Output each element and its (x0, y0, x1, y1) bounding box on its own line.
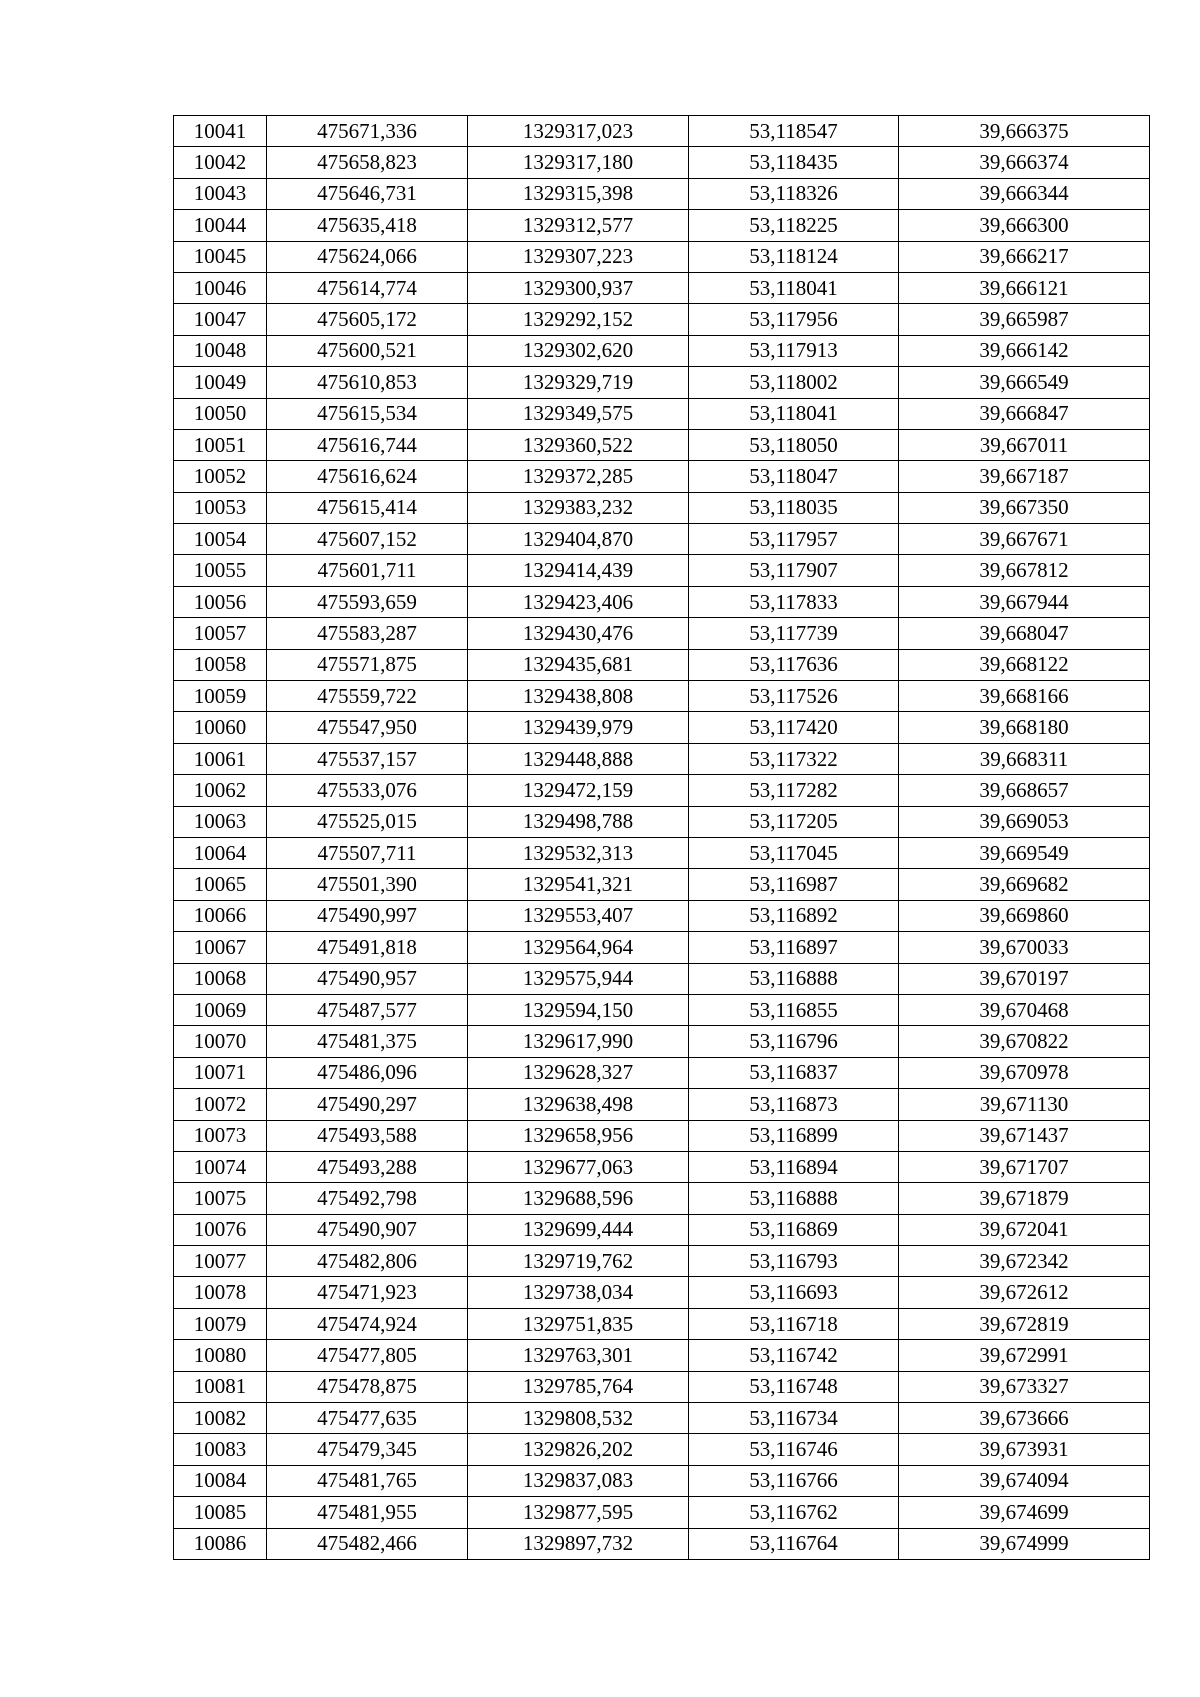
latitude-cell: 53,117282 (689, 775, 899, 806)
latitude-cell: 53,116897 (689, 932, 899, 963)
y-coordinate-cell: 1329439,979 (468, 712, 689, 743)
x-coordinate-cell: 475600,521 (267, 335, 468, 366)
point-number-cell: 10078 (174, 1277, 267, 1308)
x-coordinate-cell: 475482,806 (267, 1246, 468, 1277)
table-row (174, 586, 1150, 617)
longitude-cell: 39,667187 (899, 461, 1150, 492)
table-row (174, 900, 1150, 931)
latitude-cell: 53,116888 (689, 963, 899, 994)
longitude-cell: 39,668166 (899, 681, 1150, 712)
x-coordinate-cell: 475671,336 (267, 116, 468, 147)
table-row (174, 932, 1150, 963)
y-coordinate-cell: 1329719,762 (468, 1246, 689, 1277)
latitude-cell: 53,117907 (689, 555, 899, 586)
point-number-cell: 10084 (174, 1465, 267, 1496)
point-number-cell: 10077 (174, 1246, 267, 1277)
latitude-cell: 53,118326 (689, 178, 899, 209)
latitude-cell: 53,116869 (689, 1214, 899, 1245)
point-number-cell: 10055 (174, 555, 267, 586)
y-coordinate-cell: 1329826,202 (468, 1434, 689, 1465)
point-number-cell: 10051 (174, 429, 267, 460)
latitude-cell: 53,118547 (689, 116, 899, 147)
table-row (174, 304, 1150, 335)
point-number-cell: 10065 (174, 869, 267, 900)
latitude-cell: 53,116796 (689, 1026, 899, 1057)
latitude-cell: 53,117833 (689, 586, 899, 617)
point-number-cell: 10068 (174, 963, 267, 994)
point-number-cell: 10061 (174, 743, 267, 774)
latitude-cell: 53,117957 (689, 524, 899, 555)
y-coordinate-cell: 1329423,406 (468, 586, 689, 617)
latitude-cell: 53,116793 (689, 1246, 899, 1277)
x-coordinate-cell: 475537,157 (267, 743, 468, 774)
longitude-cell: 39,672991 (899, 1340, 1150, 1371)
x-coordinate-cell: 475615,414 (267, 492, 468, 523)
latitude-cell: 53,116888 (689, 1183, 899, 1214)
point-number-cell: 10066 (174, 900, 267, 931)
point-number-cell: 10050 (174, 398, 267, 429)
longitude-cell: 39,669549 (899, 837, 1150, 868)
x-coordinate-cell: 475486,096 (267, 1057, 468, 1088)
point-number-cell: 10067 (174, 932, 267, 963)
y-coordinate-cell: 1329317,180 (468, 147, 689, 178)
y-coordinate-cell: 1329349,575 (468, 398, 689, 429)
table-row (174, 994, 1150, 1025)
x-coordinate-cell: 475658,823 (267, 147, 468, 178)
table-row (174, 743, 1150, 774)
table-row (174, 335, 1150, 366)
x-coordinate-cell: 475616,624 (267, 461, 468, 492)
x-coordinate-cell: 475478,875 (267, 1371, 468, 1402)
x-coordinate-cell: 475635,418 (267, 210, 468, 241)
latitude-cell: 53,116855 (689, 994, 899, 1025)
x-coordinate-cell: 475601,711 (267, 555, 468, 586)
y-coordinate-cell: 1329404,870 (468, 524, 689, 555)
y-coordinate-cell: 1329300,937 (468, 272, 689, 303)
x-coordinate-cell: 475487,577 (267, 994, 468, 1025)
longitude-cell: 39,667671 (899, 524, 1150, 555)
latitude-cell: 53,116746 (689, 1434, 899, 1465)
latitude-cell: 53,116764 (689, 1528, 899, 1559)
longitude-cell: 39,674999 (899, 1528, 1150, 1559)
x-coordinate-cell: 475533,076 (267, 775, 468, 806)
y-coordinate-cell: 1329564,964 (468, 932, 689, 963)
point-number-cell: 10079 (174, 1308, 267, 1339)
y-coordinate-cell: 1329312,577 (468, 210, 689, 241)
table-row (174, 806, 1150, 837)
longitude-cell: 39,672342 (899, 1246, 1150, 1277)
latitude-cell: 53,116742 (689, 1340, 899, 1371)
point-number-cell: 10069 (174, 994, 267, 1025)
table-row (174, 272, 1150, 303)
point-number-cell: 10062 (174, 775, 267, 806)
table-row (174, 1434, 1150, 1465)
point-number-cell: 10057 (174, 618, 267, 649)
point-number-cell: 10042 (174, 147, 267, 178)
point-number-cell: 10072 (174, 1089, 267, 1120)
y-coordinate-cell: 1329699,444 (468, 1214, 689, 1245)
longitude-cell: 39,672819 (899, 1308, 1150, 1339)
point-number-cell: 10063 (174, 806, 267, 837)
latitude-cell: 53,118047 (689, 461, 899, 492)
table-row (174, 210, 1150, 241)
y-coordinate-cell: 1329628,327 (468, 1057, 689, 1088)
latitude-cell: 53,118041 (689, 272, 899, 303)
y-coordinate-cell: 1329329,719 (468, 367, 689, 398)
table-body (174, 116, 1150, 1560)
longitude-cell: 39,669053 (899, 806, 1150, 837)
x-coordinate-cell: 475646,731 (267, 178, 468, 209)
y-coordinate-cell: 1329541,321 (468, 869, 689, 900)
table-row (174, 1371, 1150, 1402)
longitude-cell: 39,671130 (899, 1089, 1150, 1120)
y-coordinate-cell: 1329372,285 (468, 461, 689, 492)
x-coordinate-cell: 475479,345 (267, 1434, 468, 1465)
x-coordinate-cell: 475492,798 (267, 1183, 468, 1214)
point-number-cell: 10070 (174, 1026, 267, 1057)
point-number-cell: 10048 (174, 335, 267, 366)
table-row (174, 147, 1150, 178)
y-coordinate-cell: 1329498,788 (468, 806, 689, 837)
table-row (174, 649, 1150, 680)
x-coordinate-cell: 475490,907 (267, 1214, 468, 1245)
y-coordinate-cell: 1329438,808 (468, 681, 689, 712)
point-number-cell: 10052 (174, 461, 267, 492)
y-coordinate-cell: 1329435,681 (468, 649, 689, 680)
longitude-cell: 39,668311 (899, 743, 1150, 774)
table-row (174, 1246, 1150, 1277)
longitude-cell: 39,666142 (899, 335, 1150, 366)
latitude-cell: 53,116734 (689, 1403, 899, 1434)
coordinates-table (173, 115, 1150, 1560)
x-coordinate-cell: 475607,152 (267, 524, 468, 555)
x-coordinate-cell: 475477,635 (267, 1403, 468, 1434)
point-number-cell: 10073 (174, 1120, 267, 1151)
x-coordinate-cell: 475471,923 (267, 1277, 468, 1308)
longitude-cell: 39,666217 (899, 241, 1150, 272)
y-coordinate-cell: 1329414,439 (468, 555, 689, 586)
table-row (174, 1183, 1150, 1214)
table-row (174, 837, 1150, 868)
latitude-cell: 53,117322 (689, 743, 899, 774)
x-coordinate-cell: 475559,722 (267, 681, 468, 712)
x-coordinate-cell: 475624,066 (267, 241, 468, 272)
point-number-cell: 10049 (174, 367, 267, 398)
table-row (174, 1277, 1150, 1308)
table-row (174, 398, 1150, 429)
table-row (174, 461, 1150, 492)
table-row (174, 367, 1150, 398)
table-row (174, 1089, 1150, 1120)
point-number-cell: 10047 (174, 304, 267, 335)
table-row (174, 1308, 1150, 1339)
y-coordinate-cell: 1329532,313 (468, 837, 689, 868)
x-coordinate-cell: 475610,853 (267, 367, 468, 398)
x-coordinate-cell: 475507,711 (267, 837, 468, 868)
longitude-cell: 39,672612 (899, 1277, 1150, 1308)
table-row (174, 492, 1150, 523)
x-coordinate-cell: 475481,375 (267, 1026, 468, 1057)
y-coordinate-cell: 1329688,596 (468, 1183, 689, 1214)
x-coordinate-cell: 475605,172 (267, 304, 468, 335)
longitude-cell: 39,670033 (899, 932, 1150, 963)
y-coordinate-cell: 1329763,301 (468, 1340, 689, 1371)
x-coordinate-cell: 475583,287 (267, 618, 468, 649)
y-coordinate-cell: 1329785,764 (468, 1371, 689, 1402)
y-coordinate-cell: 1329430,476 (468, 618, 689, 649)
table-row (174, 1340, 1150, 1371)
table-row (174, 116, 1150, 147)
table-row (174, 1465, 1150, 1496)
y-coordinate-cell: 1329808,532 (468, 1403, 689, 1434)
x-coordinate-cell: 475493,288 (267, 1151, 468, 1182)
y-coordinate-cell: 1329360,522 (468, 429, 689, 460)
x-coordinate-cell: 475571,875 (267, 649, 468, 680)
y-coordinate-cell: 1329738,034 (468, 1277, 689, 1308)
latitude-cell: 53,117636 (689, 649, 899, 680)
point-number-cell: 10086 (174, 1528, 267, 1559)
latitude-cell: 53,117526 (689, 681, 899, 712)
latitude-cell: 53,118225 (689, 210, 899, 241)
y-coordinate-cell: 1329617,990 (468, 1026, 689, 1057)
longitude-cell: 39,673327 (899, 1371, 1150, 1402)
point-number-cell: 10046 (174, 272, 267, 303)
y-coordinate-cell: 1329837,083 (468, 1465, 689, 1496)
table-row (174, 555, 1150, 586)
longitude-cell: 39,671437 (899, 1120, 1150, 1151)
x-coordinate-cell: 475615,534 (267, 398, 468, 429)
longitude-cell: 39,671879 (899, 1183, 1150, 1214)
point-number-cell: 10064 (174, 837, 267, 868)
point-number-cell: 10054 (174, 524, 267, 555)
latitude-cell: 53,118041 (689, 398, 899, 429)
y-coordinate-cell: 1329751,835 (468, 1308, 689, 1339)
y-coordinate-cell: 1329553,407 (468, 900, 689, 931)
x-coordinate-cell: 475501,390 (267, 869, 468, 900)
longitude-cell: 39,667350 (899, 492, 1150, 523)
latitude-cell: 53,116873 (689, 1089, 899, 1120)
point-number-cell: 10075 (174, 1183, 267, 1214)
longitude-cell: 39,668180 (899, 712, 1150, 743)
table-row (174, 429, 1150, 460)
x-coordinate-cell: 475482,466 (267, 1528, 468, 1559)
latitude-cell: 53,116693 (689, 1277, 899, 1308)
latitude-cell: 53,116894 (689, 1151, 899, 1182)
longitude-cell: 39,670978 (899, 1057, 1150, 1088)
y-coordinate-cell: 1329658,956 (468, 1120, 689, 1151)
table-row (174, 241, 1150, 272)
table-row (174, 869, 1150, 900)
table-row (174, 1057, 1150, 1088)
x-coordinate-cell: 475547,950 (267, 712, 468, 743)
longitude-cell: 39,670822 (899, 1026, 1150, 1057)
y-coordinate-cell: 1329897,732 (468, 1528, 689, 1559)
y-coordinate-cell: 1329292,152 (468, 304, 689, 335)
table-row (174, 1120, 1150, 1151)
longitude-cell: 39,674094 (899, 1465, 1150, 1496)
y-coordinate-cell: 1329302,620 (468, 335, 689, 366)
longitude-cell: 39,667011 (899, 429, 1150, 460)
x-coordinate-cell: 475481,955 (267, 1497, 468, 1528)
x-coordinate-cell: 475525,015 (267, 806, 468, 837)
point-number-cell: 10071 (174, 1057, 267, 1088)
table-row (174, 775, 1150, 806)
longitude-cell: 39,668657 (899, 775, 1150, 806)
x-coordinate-cell: 475593,659 (267, 586, 468, 617)
point-number-cell: 10058 (174, 649, 267, 680)
longitude-cell: 39,668047 (899, 618, 1150, 649)
table-row (174, 178, 1150, 209)
latitude-cell: 53,118002 (689, 367, 899, 398)
table-row (174, 1214, 1150, 1245)
table-row (174, 1151, 1150, 1182)
latitude-cell: 53,116762 (689, 1497, 899, 1528)
table-row (174, 712, 1150, 743)
longitude-cell: 39,667812 (899, 555, 1150, 586)
longitude-cell: 39,666300 (899, 210, 1150, 241)
point-number-cell: 10060 (174, 712, 267, 743)
longitude-cell: 39,666121 (899, 272, 1150, 303)
x-coordinate-cell: 475474,924 (267, 1308, 468, 1339)
longitude-cell: 39,668122 (899, 649, 1150, 680)
longitude-cell: 39,674699 (899, 1497, 1150, 1528)
longitude-cell: 39,670468 (899, 994, 1150, 1025)
latitude-cell: 53,116718 (689, 1308, 899, 1339)
longitude-cell: 39,666374 (899, 147, 1150, 178)
x-coordinate-cell: 475490,297 (267, 1089, 468, 1120)
latitude-cell: 53,117956 (689, 304, 899, 335)
y-coordinate-cell: 1329575,944 (468, 963, 689, 994)
longitude-cell: 39,671707 (899, 1151, 1150, 1182)
latitude-cell: 53,118435 (689, 147, 899, 178)
x-coordinate-cell: 475616,744 (267, 429, 468, 460)
table-row (174, 1403, 1150, 1434)
longitude-cell: 39,665987 (899, 304, 1150, 335)
x-coordinate-cell: 475493,588 (267, 1120, 468, 1151)
longitude-cell: 39,673931 (899, 1434, 1150, 1465)
latitude-cell: 53,116748 (689, 1371, 899, 1402)
x-coordinate-cell: 475491,818 (267, 932, 468, 963)
longitude-cell: 39,669682 (899, 869, 1150, 900)
longitude-cell: 39,672041 (899, 1214, 1150, 1245)
longitude-cell: 39,667944 (899, 586, 1150, 617)
latitude-cell: 53,116892 (689, 900, 899, 931)
latitude-cell: 53,117420 (689, 712, 899, 743)
y-coordinate-cell: 1329307,223 (468, 241, 689, 272)
table-row (174, 1026, 1150, 1057)
latitude-cell: 53,117739 (689, 618, 899, 649)
point-number-cell: 10082 (174, 1403, 267, 1434)
y-coordinate-cell: 1329638,498 (468, 1089, 689, 1120)
longitude-cell: 39,666375 (899, 116, 1150, 147)
latitude-cell: 53,116766 (689, 1465, 899, 1496)
table-row (174, 963, 1150, 994)
table-row (174, 524, 1150, 555)
y-coordinate-cell: 1329317,023 (468, 116, 689, 147)
y-coordinate-cell: 1329677,063 (468, 1151, 689, 1182)
latitude-cell: 53,117045 (689, 837, 899, 868)
table-row (174, 1497, 1150, 1528)
y-coordinate-cell: 1329594,150 (468, 994, 689, 1025)
y-coordinate-cell: 1329383,232 (468, 492, 689, 523)
point-number-cell: 10059 (174, 681, 267, 712)
point-number-cell: 10081 (174, 1371, 267, 1402)
latitude-cell: 53,117205 (689, 806, 899, 837)
latitude-cell: 53,118050 (689, 429, 899, 460)
point-number-cell: 10044 (174, 210, 267, 241)
point-number-cell: 10045 (174, 241, 267, 272)
longitude-cell: 39,673666 (899, 1403, 1150, 1434)
latitude-cell: 53,116837 (689, 1057, 899, 1088)
y-coordinate-cell: 1329315,398 (468, 178, 689, 209)
table-row (174, 1528, 1150, 1559)
x-coordinate-cell: 475481,765 (267, 1465, 468, 1496)
point-number-cell: 10043 (174, 178, 267, 209)
latitude-cell: 53,116899 (689, 1120, 899, 1151)
point-number-cell: 10085 (174, 1497, 267, 1528)
y-coordinate-cell: 1329448,888 (468, 743, 689, 774)
longitude-cell: 39,666847 (899, 398, 1150, 429)
x-coordinate-cell: 475490,997 (267, 900, 468, 931)
table-row (174, 618, 1150, 649)
x-coordinate-cell: 475614,774 (267, 272, 468, 303)
longitude-cell: 39,666344 (899, 178, 1150, 209)
latitude-cell: 53,118035 (689, 492, 899, 523)
point-number-cell: 10074 (174, 1151, 267, 1182)
y-coordinate-cell: 1329877,595 (468, 1497, 689, 1528)
latitude-cell: 53,117913 (689, 335, 899, 366)
latitude-cell: 53,116987 (689, 869, 899, 900)
longitude-cell: 39,669860 (899, 900, 1150, 931)
point-number-cell: 10056 (174, 586, 267, 617)
point-number-cell: 10076 (174, 1214, 267, 1245)
point-number-cell: 10053 (174, 492, 267, 523)
latitude-cell: 53,118124 (689, 241, 899, 272)
x-coordinate-cell: 475490,957 (267, 963, 468, 994)
y-coordinate-cell: 1329472,159 (468, 775, 689, 806)
point-number-cell: 10080 (174, 1340, 267, 1371)
longitude-cell: 39,666549 (899, 367, 1150, 398)
point-number-cell: 10041 (174, 116, 267, 147)
x-coordinate-cell: 475477,805 (267, 1340, 468, 1371)
longitude-cell: 39,670197 (899, 963, 1150, 994)
table-row (174, 681, 1150, 712)
point-number-cell: 10083 (174, 1434, 267, 1465)
